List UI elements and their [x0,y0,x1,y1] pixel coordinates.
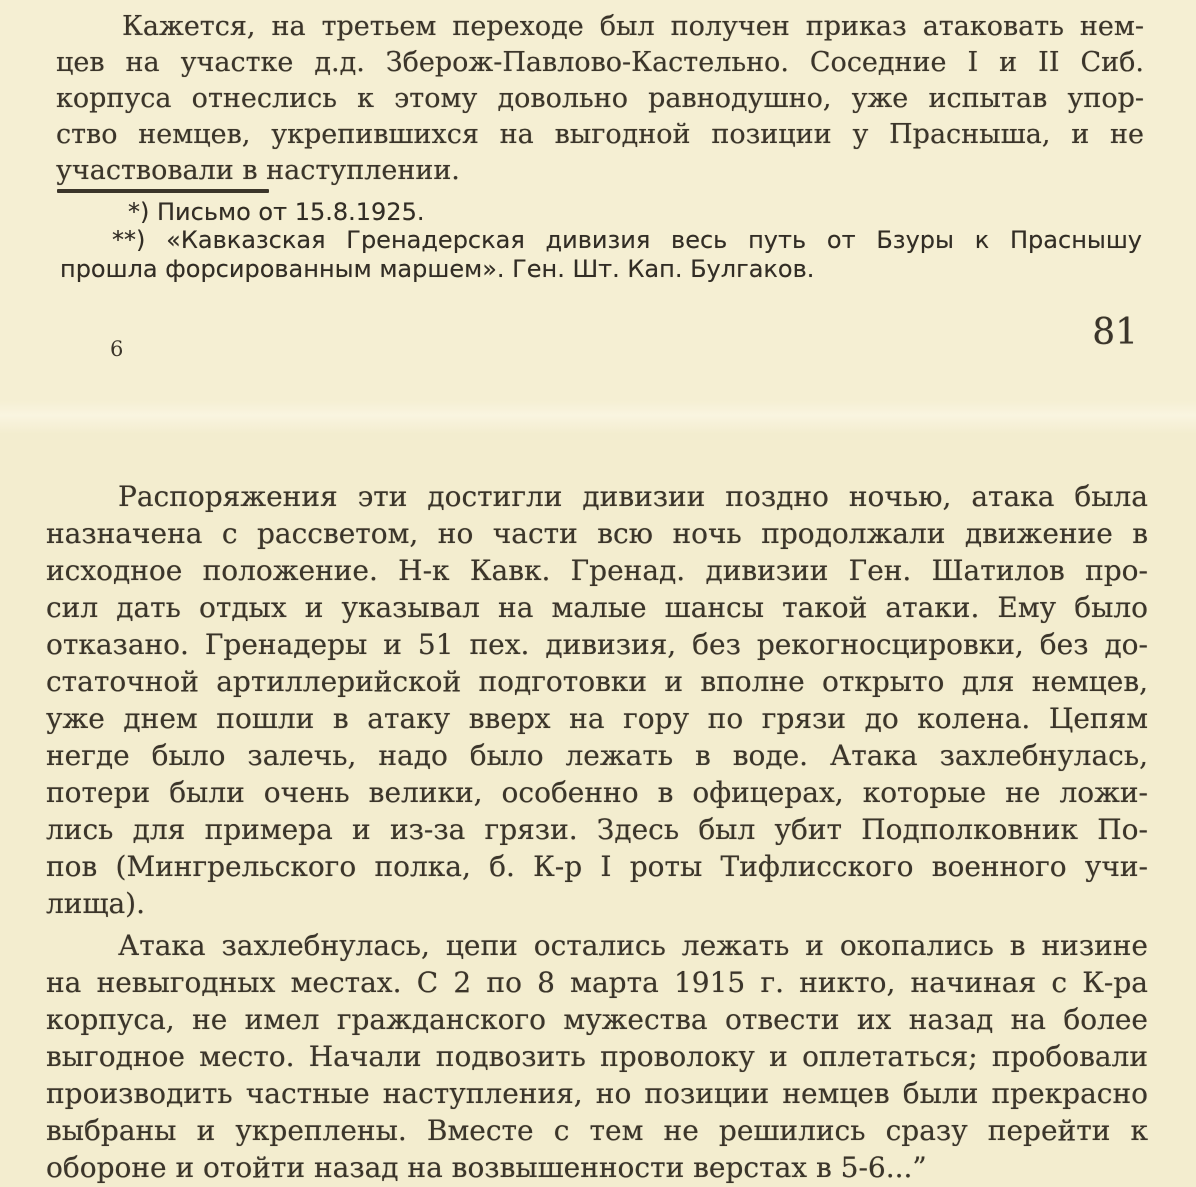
footnote-line: *) Письмо от 15.8.1925. [128,198,425,226]
text-line: Атака захлебнулась, цепи остались лежать и окопались в низине [118,929,1148,962]
text-line: отказано. Гренадеры и 51 пех. дивизия, без рекогносцировки, без до- [46,628,1148,661]
text-line: статочной артиллерийской подготовки и вполне открыто для немцев, [46,665,1148,698]
text-line: пов (Мингрельского полка, б. К-р I роты Тифлисского военного учи- [46,850,1148,883]
text-line: цев на участке д.д. Зберож-Павлово-Кастельно. Соседние I и II Сиб. [56,47,1144,78]
text-line: производить частные наступления, но позиции немцев были прекрасно [46,1077,1148,1110]
lower-page-section [0,434,1196,1187]
text-line: лища). [46,887,145,920]
text-line: уже днем пошли в атаку вверх на гору по грязи до колена. Цепям [46,702,1148,735]
text-line: ство немцев, укрепившихся на выгодной позиции у Прасныша, и не [56,119,1144,150]
text-line: исходное положение. Н-к Кавк. Гренад. дивизии Ген. Шатилов про- [46,554,1148,587]
text-line: негде было залечь, надо было лежать в воде. Атака захлебнулась, [46,739,1148,772]
footnote-line: **) «Кавказская Гренадерская дивизия весь путь от Бзуры к Праснышу [112,226,1142,254]
page-number: 81 [1092,312,1138,353]
text-line: назначена с рассветом, но части всю ночь продолжали движение в [46,517,1148,550]
text-line: корпуса, не имел гражданского мужества отвести их назад на более [46,1003,1148,1036]
text-line: на невыгодных местах. С 2 по 8 марта 1915 г. никто, начиная с К-ра [46,966,1148,999]
footnote-line: прошла форсированным маршем». Ген. Шт. Кап. Булгаков. [60,255,815,283]
text-line: сил дать отдых и указывал на малые шансы такой атаки. Ему было [46,591,1148,624]
upper-page-section [0,0,1196,412]
text-line: корпуса отнеслись к этому довольно равнодушно, уже испытав упор- [56,83,1144,114]
text-line: потери были очень велики, особенно в офицерах, которые не ложи- [46,776,1148,809]
footnote-separator-rule [57,189,269,193]
signature-mark: 6 [110,337,124,361]
text-line: лись для примера и из-за грязи. Здесь был убит Подполковник По- [46,813,1148,846]
text-line: выбраны и укреплены. Вместе с тем не решились сразу перейти к [46,1114,1148,1147]
text-line: обороне и отойти назад на возвышенности верстах в 5-6...” [46,1151,927,1184]
text-line: Распоряжения эти достигли дивизии поздно ночью, атака была [118,480,1148,513]
text-line: участвовали в наступлении. [56,155,460,186]
text-line: Кажется, на третьем переходе был получен приказ атаковать нем- [122,11,1144,42]
page-scan-gap [0,400,1196,434]
text-line: выгодное место. Начали подвозить проволоку и оплетаться; пробовали [46,1040,1148,1073]
